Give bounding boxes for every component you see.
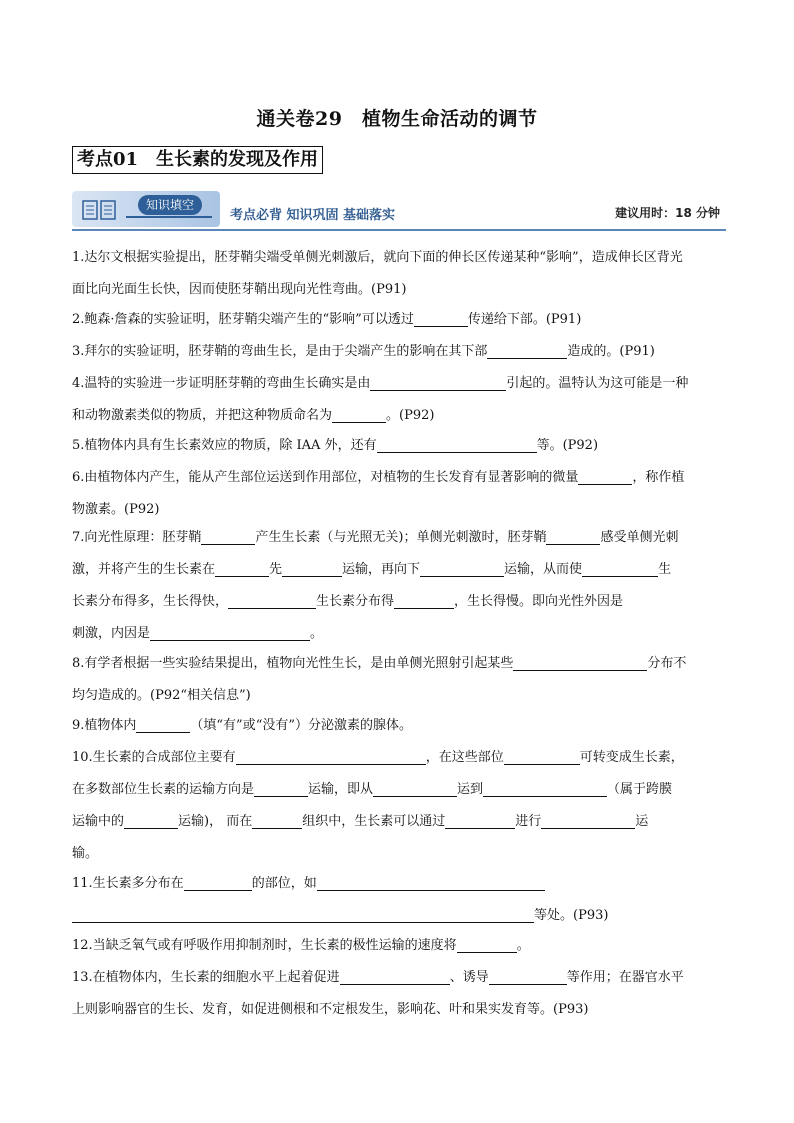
question-3	[72, 336, 724, 368]
answer-blank[interactable]	[136, 715, 190, 733]
answer-blank[interactable]	[513, 653, 647, 671]
question-text: 6.由植物体内产生，能从产生部位运送到作用部位，对植物的生长发育有显著影响的微量	[72, 470, 579, 485]
question-text: 和动物激素类似的物质，并把这种物质命名为	[72, 408, 333, 423]
question-text: 的部位，如	[251, 876, 317, 891]
answer-blank[interactable]	[340, 967, 450, 985]
answer-blank[interactable]	[201, 527, 255, 545]
question-text: 2.鲍森·詹森的实验证明，胚芽鞘尖端产生的“影响”可以透过	[72, 312, 414, 327]
question-text: 输。	[72, 846, 99, 861]
question-text: ，称作植	[632, 470, 685, 485]
question-text: 5.植物体内具有生长素效应的物质，除 IAA 外，还有	[72, 438, 377, 453]
question-text: ，生长得慢。即向光性外因是	[454, 594, 624, 609]
suggested-time: 建议用时：18 分钟	[615, 206, 720, 220]
question-5	[72, 430, 724, 462]
question-7	[72, 522, 724, 650]
answer-blank[interactable]	[483, 779, 607, 797]
question-text: 刺激，内因是	[72, 626, 151, 641]
answer-blank[interactable]	[578, 467, 632, 485]
answer-blank[interactable]	[373, 779, 457, 797]
question-text: 感受单侧光刺	[600, 530, 679, 545]
question-12	[72, 930, 724, 962]
answer-blank[interactable]	[72, 905, 534, 923]
question-text: 12.当缺乏氧气或有呼吸作用抑制剂时，生长素的极性运输的速度将	[72, 938, 457, 953]
question-11	[72, 868, 724, 932]
question-text: 、诱导	[449, 970, 489, 985]
answer-blank[interactable]	[150, 623, 310, 641]
question-text: 等。(P92)	[536, 438, 599, 453]
question-text: 激，并将产生的生长素在	[72, 562, 216, 577]
banner-divider	[126, 216, 212, 218]
book-icon	[82, 200, 116, 220]
answer-blank[interactable]	[332, 405, 386, 423]
answer-blank[interactable]	[184, 873, 252, 891]
question-text: ，在这些部位	[425, 750, 504, 765]
question-9	[72, 710, 724, 742]
question-text: 。	[310, 626, 324, 641]
question-text: 运输)， 而在	[178, 814, 253, 829]
answer-blank[interactable]	[582, 559, 658, 577]
question-text: 产生生长素（与光照无关)；单侧光刺激时，胚芽鞘	[255, 530, 547, 545]
question-text: 运输，再向下	[342, 562, 421, 577]
answer-blank[interactable]	[394, 591, 454, 609]
answer-blank[interactable]	[215, 559, 269, 577]
question-text: 均匀造成的。(P92“相关信息”)	[72, 688, 251, 703]
question-text: 运到	[457, 782, 484, 797]
question-10	[72, 742, 724, 870]
answer-blank[interactable]	[445, 811, 515, 829]
question-text: 等处。(P93)	[534, 908, 609, 923]
question-text: 4.温特的实验进一步证明胚芽鞘的弯曲生长确实是由	[72, 376, 371, 391]
answer-blank[interactable]	[546, 527, 600, 545]
question-text: 面比向光面生长快，因而使胚芽鞘出现向光性弯曲。(P91)	[72, 282, 407, 297]
answer-blank[interactable]	[487, 341, 567, 359]
question-8	[72, 648, 724, 712]
question-text: 9.植物体内	[72, 718, 137, 733]
question-text: 7.向光性原理：胚芽鞘	[72, 530, 202, 545]
question-6	[72, 462, 724, 526]
answer-blank[interactable]	[489, 967, 567, 985]
question-text: 造成的。(P91)	[567, 344, 655, 359]
question-text: 组织中，生长素可以通过	[302, 814, 446, 829]
answer-blank[interactable]	[420, 559, 504, 577]
question-text: 。	[516, 938, 530, 953]
answer-blank[interactable]	[457, 935, 517, 953]
answer-blank[interactable]	[414, 309, 468, 327]
question-text: （填“有”或“没有”）分泌激素的腺体。	[190, 718, 412, 733]
question-text: 运输，即从	[308, 782, 374, 797]
question-text: 传递给下部。(P91)	[467, 312, 582, 327]
answer-blank[interactable]	[377, 435, 537, 453]
question-text: 10.生长素的合成部位主要有	[72, 750, 236, 765]
question-text: 生长素分布得	[316, 594, 395, 609]
section-banner	[72, 191, 726, 231]
question-text: 11.生长素多分布在	[72, 876, 184, 891]
question-text: 运输，从而使	[504, 562, 583, 577]
question-text: 生	[658, 562, 672, 577]
answer-blank[interactable]	[124, 811, 178, 829]
question-text: 运	[635, 814, 649, 829]
question-text: 引起的。温特认为这可能是一种	[506, 376, 689, 391]
answer-blank[interactable]	[236, 747, 426, 765]
question-text: 分布不	[647, 656, 687, 671]
question-text: 上则影响器官的生长、发育，如促进侧根和不定根发生，影响花、叶和果实发育等。(P93)	[72, 1002, 589, 1017]
answer-blank[interactable]	[254, 779, 308, 797]
question-1	[72, 242, 724, 306]
question-13	[72, 962, 724, 1026]
question-text: 。(P92)	[386, 408, 435, 423]
question-text: 运输中的	[72, 814, 125, 829]
question-text: （属于跨膜	[607, 782, 673, 797]
banner-tagline: 考点必背 知识巩固 基础落实	[230, 208, 396, 223]
question-text: 1.达尔文根据实验提出，胚芽鞘尖端受单侧光刺激后，就向下面的伸长区传递某种“影响”，造成伸长区背光	[72, 250, 683, 265]
answer-blank[interactable]	[370, 373, 506, 391]
question-2	[72, 304, 724, 336]
answer-blank[interactable]	[282, 559, 342, 577]
answer-blank[interactable]	[504, 747, 580, 765]
question-4	[72, 368, 724, 432]
answer-blank[interactable]	[252, 811, 302, 829]
answer-blank[interactable]	[541, 811, 635, 829]
question-text: 先	[269, 562, 283, 577]
answer-blank[interactable]	[228, 591, 316, 609]
page-title: 通关卷29 植物生命活动的调节	[256, 108, 538, 130]
question-text: 在多数部位生长素的运输方向是	[72, 782, 255, 797]
question-text: 3.拜尔的实验证明，胚芽鞘的弯曲生长，是由于尖端产生的影响在其下部	[72, 344, 488, 359]
banner-badge	[72, 191, 220, 227]
question-text: 物激素。(P92)	[72, 502, 160, 517]
answer-blank[interactable]	[317, 873, 545, 891]
question-text: 13.在植物体内，生长素的细胞水平上起着促进	[72, 970, 340, 985]
question-text: 长素分布得多，生长得快，	[72, 594, 229, 609]
question-text: 可转变成生长素，	[579, 750, 684, 765]
banner-rule	[72, 229, 726, 231]
question-text: 等作用；在器官水平	[566, 970, 684, 985]
banner-label: 知识填空	[138, 195, 202, 215]
question-text: 进行	[515, 814, 542, 829]
question-text: 8.有学者根据一些实验结果提出，植物向光性生长，是由单侧光照射引起某些	[72, 656, 514, 671]
section-heading: 考点01 生长素的发现及作用	[72, 146, 323, 174]
